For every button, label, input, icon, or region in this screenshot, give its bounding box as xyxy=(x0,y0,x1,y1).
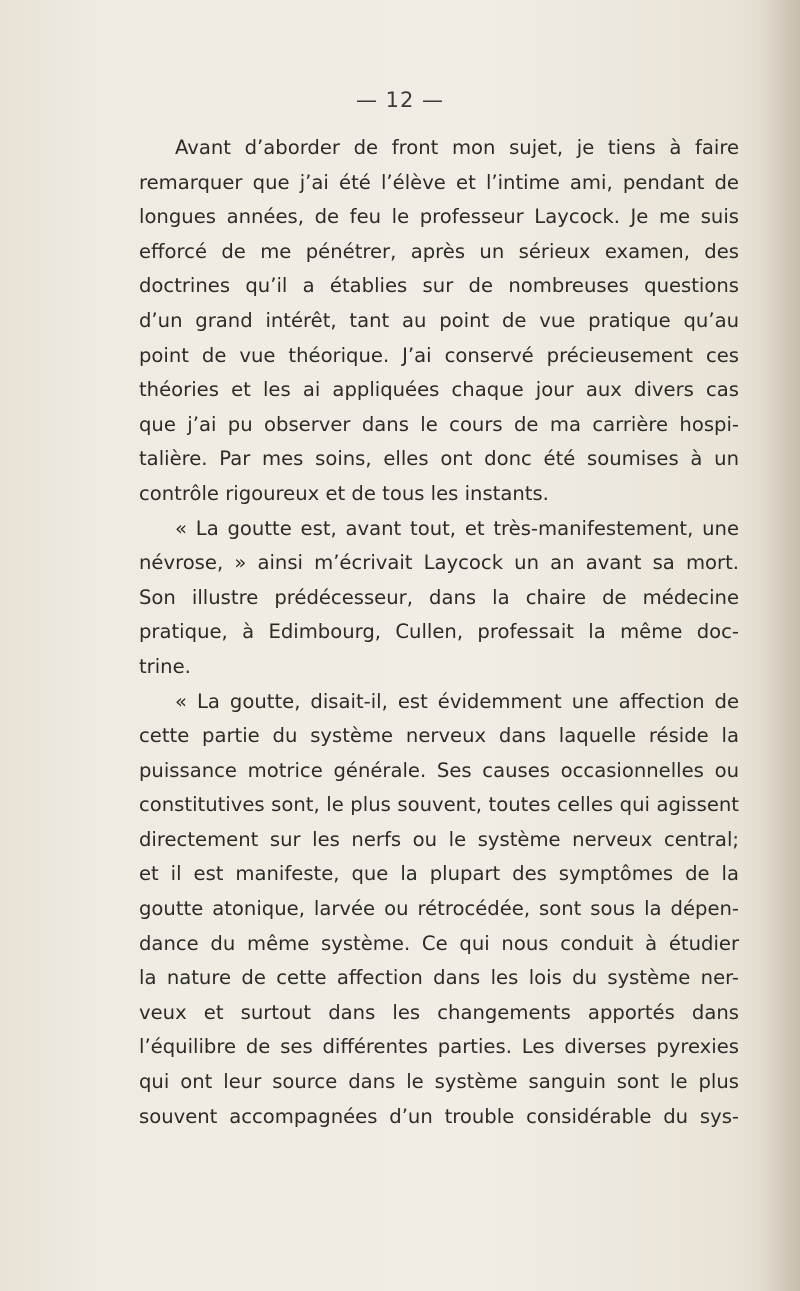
text-line: veux et surtout dans les changements apportés dans xyxy=(139,1000,739,1024)
text-line: doctrines qu’il a établies sur de nombreuses questions xyxy=(139,274,739,298)
text-line: qui ont leur source dans le système sanguin sont le plus xyxy=(139,1070,739,1094)
text-line: Son illustre prédécesseur, dans la chaire de médecine xyxy=(139,585,739,609)
text-line: contrôle rigoureux et de tous les instants. xyxy=(139,481,549,505)
page-edge-shadow xyxy=(760,0,800,1291)
text-line: et il est manifeste, que la plupart des symptômes de la xyxy=(139,862,739,886)
text-line: « La goutte, disait-il, est évidemment une affection de xyxy=(175,689,739,713)
text-line: théories et les ai appliquées chaque jour aux divers cas xyxy=(139,378,739,402)
text-line: l’équilibre de ses différentes parties. Les diverses pyrexies xyxy=(139,1035,739,1059)
text-line: puissance motrice générale. Ses causes occasionnelles ou xyxy=(139,758,739,782)
text-line: talière. Par mes soins, elles ont donc été soumises à un xyxy=(139,447,739,471)
text-line: que j’ai pu observer dans le cours de ma carrière hospi- xyxy=(139,412,739,436)
text-line: directement sur les nerfs ou le système nerveux central; xyxy=(139,827,739,851)
text-line: « La goutte est, avant tout, et très-manifestement, une xyxy=(175,516,739,540)
text-line: la nature de cette affection dans les lois du système ner- xyxy=(139,966,739,990)
text-line: point de vue théorique. J’ai conservé précieusement ces xyxy=(139,343,739,367)
text-line: Avant d’aborder de front mon sujet, je tiens à faire xyxy=(175,136,739,159)
text-line: goutte atonique, larvée ou rétrocédée, sont sous la dépen- xyxy=(139,897,739,921)
text-line: cette partie du système nerveux dans laquelle réside la xyxy=(139,724,739,748)
text-line: névrose, » ainsi m’écrivait Laycock un an avant sa mort. xyxy=(139,551,739,575)
text-line: longues années, de feu le professeur Laycock. Je me suis xyxy=(139,205,739,229)
text-line: trine. xyxy=(139,654,191,678)
text-line: remarquer que j’ai été l’élève et l’intime ami, pendant de xyxy=(139,170,739,194)
text-line: d’un grand intérêt, tant au point de vue pratique qu’au xyxy=(139,308,739,332)
text-line: dance du même système. Ce qui nous conduit à étudier xyxy=(139,931,739,955)
body-text xyxy=(139,131,739,1134)
text-line: efforcé de me pénétrer, après un sérieux examen, des xyxy=(139,239,739,263)
text-line: souvent accompagnées d’un trouble considérable du sys- xyxy=(139,1104,739,1128)
text-line: constitutives sont, le plus souvent, toutes celles qui agissent xyxy=(139,793,739,817)
text-line: pratique, à Edimbourg, Cullen, professait la même doc- xyxy=(139,620,739,644)
page-number: — 12 — xyxy=(355,88,445,112)
